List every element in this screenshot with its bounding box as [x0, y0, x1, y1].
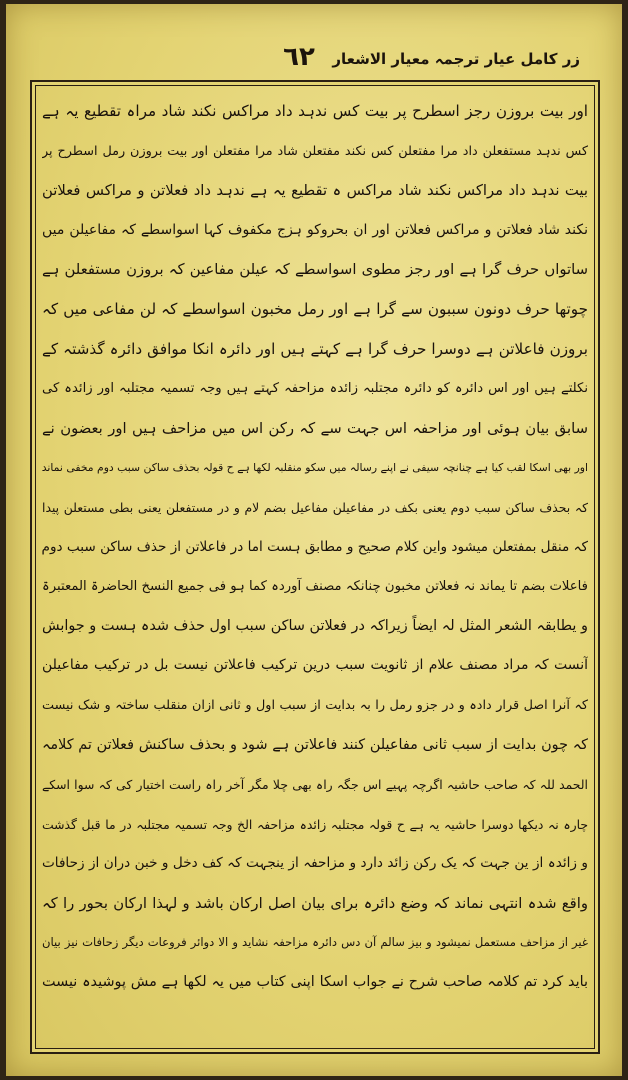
- text-line: غیر از مزاحف مستعمل نمیشود و بیز سالم آن دس دائرہ مزاحفہ نشاید و الا دوائر فروعات دیگر زحافات نیز بیان: [42, 935, 588, 950]
- text-line: کہ منقل بمفتعلن میشود واین کلام صحیح و مطابق ہست اما در فاعلاتن از حذف ساکن سبب دوم: [42, 538, 588, 555]
- running-title: زر کامل عیار ترجمہ معیار الاشعار: [332, 50, 580, 68]
- text-line: آنست کہ مراد مصنف علام از ثانویت سبب درین ترکیب فاعلاتن نیست بل در ترکیب مفاعیلن: [42, 657, 588, 674]
- text-line: کہ چون بدایت از سبب ثانی مفاعیلن کنند فاعلاتن ہے شود و بحذف ساکنش فعلاتن تم کلامہ: [42, 736, 588, 753]
- text-line: فاعلات بضم تا یماند نہ فعلاتن مخبون چنانکہ مصنف آوردہ کما ہو فی جمیع النسخ الحاضرۃ المعتبرۃ: [42, 579, 588, 595]
- text-line: کہ آنرا اصل قرار دادہ و در جزو رمل را بہ بدایت از سبب اول و ثانی ازان منقلب ساختہ و شک نیست: [42, 697, 588, 713]
- text-line: کہ بحذف ساکن سبب دوم یعنی بکف در مفاعیلن مفاعیل بضم لام و در مستفعلن یعنی بطی مستعلن پیدا: [42, 499, 588, 515]
- body-text: [42, 92, 588, 1042]
- text-line: باید کرد تم کلامہ صاحب شرح نے جواب اسکا اپنی کتاب میں یہ لکھا ہے مش پوشیدہ نیست: [42, 974, 588, 991]
- text-line: اور بیت بروزن رجز اسطرح پر بیت کس ندہد داد مراکس نکند شاد مراہ تقطیع یہ ہے: [42, 102, 588, 120]
- text-line: و زائدہ از ین جہت کہ یک رکن زائد دارد و مزاحفہ از ینجہت کہ کف دخل و خبن دران از زحافات: [42, 855, 588, 872]
- text-line: نکند شاد فعلاتن و مراکس فعلاتن اور ان بحروکو ہزج مکفوف کہا اسواسطے کہ مفاعیلن میں: [42, 221, 588, 238]
- text-line: [42, 1003, 588, 1043]
- text-line: بروزن فاعلاتن ہے دوسرا حرف گرا ہے کہتے ہیں اور دائرہ انکا موافق دائرہ گذشتہ کے: [42, 339, 588, 358]
- text-line: و یطابقہ الشعر المثل لہ ایضاً زیراکہ در فعلاتن ساکن سبب اول حذف شدہ ہست و جوابش: [42, 617, 588, 634]
- page-header: [6, 42, 622, 78]
- page-number: ٦٢: [283, 42, 315, 72]
- text-line: اور بھی اسکا لقب کیا ہے چنانچہ سیفی نے اپنے رسالہ میں سکو منقلبہ لکھا ہے ح قولہ بحذف ساکن سبب دوم مخفی نماند: [42, 461, 588, 475]
- text-line: سابق بیان ہوئی اور مزاحفہ اس جہت سے کہ رکن اس میں مزاحف ہیں اور بعضون نے: [42, 419, 588, 437]
- text-line: نکلتے ہیں اور اس دائرہ کو دائرہ مجتلبہ زائدہ مزاحفہ کہتے ہیں وجہ تسمیہ مجتلبہ اور زائدہ کی: [42, 381, 588, 397]
- text-line: ساتواں حرف گرا ہے اور رجز مطوی اسواسطے کہ عیلن مفاعین کہ بروزن مستفعلن ہے: [42, 261, 588, 279]
- text-line: کس ندہد مستفعلن داد مرا مفتعلن کس نکند مفتعلن شاد مرا مفتعلن اور بیت بروزن رمل اسطرح پر: [42, 143, 588, 159]
- text-line: چارہ نہ دیکھا دوسرا حاشیہ یہ ہے ح قولہ مجتلبہ زائدہ مزاحفہ الخ وجہ تسمیہ مجتلبہ در ما قبل گذشت: [42, 816, 588, 832]
- text-line: واقع شدہ انتہی نماند کہ وضع دائرہ برای بیان اصل ارکان باشد و لہذا ارکان بحور را کہ: [42, 894, 588, 912]
- text-line: بیت ندہد داد مراکس نکند شاد مراکس ہ تقطیع یہ ہے ندہد داد فعلاتن و مراکس فعلاتن: [42, 182, 588, 200]
- text-line: الحمد للہ کہ صاحب حاشیہ اگرچہ پہیے اس جگہ راہ بھی چلا مگر آخر راہ راست اختیار کی کہ سوا اسکے: [42, 777, 588, 793]
- book-page: [6, 4, 622, 1076]
- text-line: چوتھا حرف دونون سببون سے گرا ہے اور رمل مخبون اسواسطے کہ لن مفاعی میں کہ: [42, 299, 588, 318]
